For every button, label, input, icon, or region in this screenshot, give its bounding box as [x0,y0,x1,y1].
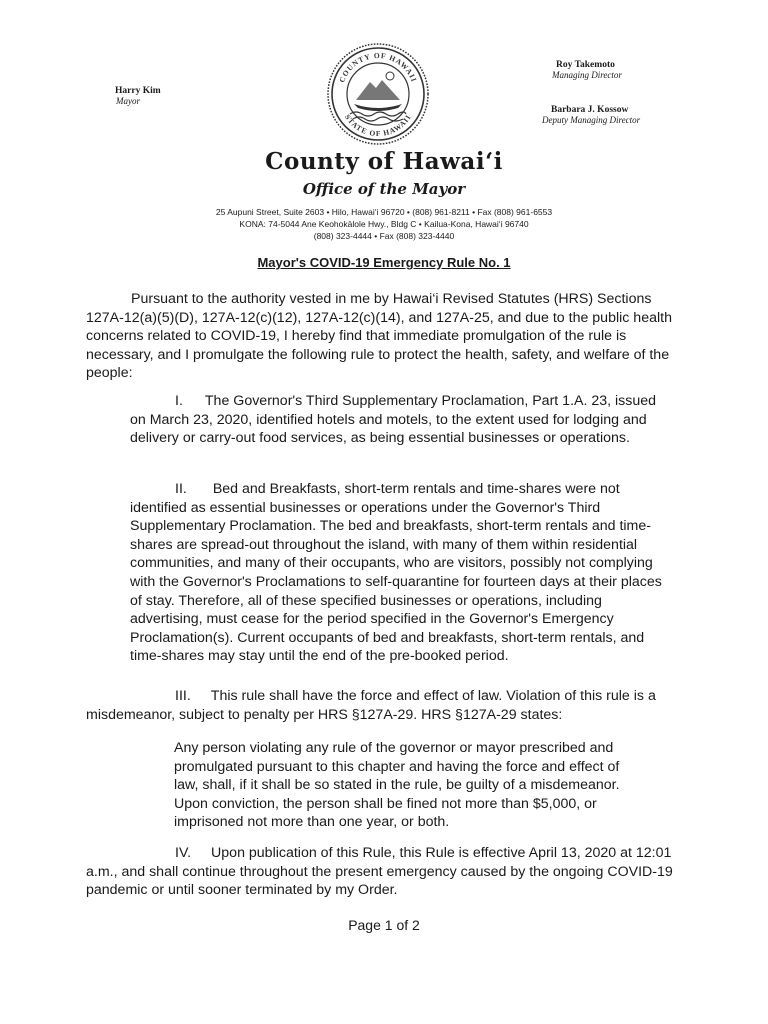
county-seal [326,42,430,146]
section-text: Bed and Breakfasts, short-term rentals and time-shares were not identified as essential businesses or operations under the Governor's Third Supplementary Proclamation. The bed and breakfasts, short-term rentals and time-shares are spread-out throughout the island, with many of them within residential communities, and many of their occupants, who are visitors, possibly not complying with the Governor's Proclamations to self-quarantine for fourteen days at their places of stay. Therefore, all of these specified businesses or operations, including advertising, must cease for the period specified in the Governor's Emergency Proclamation(s). Current occupants of bed and breakfasts, short-term rentals, and time-shares may stay until the end of the pre-booked period. [130,481,662,665]
managing-director-title: Managing Director [552,70,622,80]
section-iii [86,687,678,724]
managing-director-block [552,60,622,80]
section-i [130,392,670,448]
hilo-address: 25 Aupuni Street, Suite 2603 • Hilo, Hawai‘i 96720 • (808) 961-8211 • Fax (808) 961-6553 [215,207,553,217]
section-text: Upon publication of this Rule, this Rule is effective April 13, 2020 at 12:01 a.m., and shall continue throughout the present emergency caused by the ongoing COVID-19 pandemic or until sooner terminated by my Order. [86,845,673,899]
section-iv [86,844,678,900]
section-number: IV. [175,845,192,861]
svg-text:COUNTY OF HAWAII: COUNTY OF HAWAII [337,50,419,84]
section-number: I. [175,393,183,409]
svg-text:STATE OF HAWAII: STATE OF HAWAII [343,112,413,139]
kona-address: KONA: 74-5044 Ane Keohokālole Hwy., Bldg C • Kailua-Kona, Hawai‘i 96740 [239,219,529,229]
deputy-director-block [542,105,640,125]
mayor-block [115,86,161,106]
mayor-name: Harry Kim [115,86,161,96]
document-title: Mayor's COVID-19 Emergency Rule No. 1 [257,255,511,270]
intro-paragraph: Pursuant to the authority vested in me by Hawai‘i Revised Statutes (HRS) Sections 127A-12(a)(5)(D), 127A-12(c)(12), 127A-12(c)(14), and 127A-25, and due to the public health concerns related to COVID-19, I hereby find that immediate promulgation of the rule is necessary, and I promulgate the following rule to protect the health, safety, and welfare of the people: [86,291,672,382]
deputy-director-name: Barbara J. Kossow [551,105,629,115]
section-ii [130,480,670,666]
section-number: III. [175,688,191,704]
county-name: County of Hawai‘i [265,148,503,175]
section-text: This rule shall have the force and effect of law. Violation of this rule is a misdemeanor, subject to penalty per HRS §127A-29. HRS §127A-29 states: [86,688,656,723]
section-text: The Governor's Third Supplementary Proclamation, Part 1.A. 23, issued on March 23, 2020, identified hotels and motels, to the extent used for lodging and delivery or carry-out food services, as being essential businesses or operations. [130,393,657,447]
managing-director-name: Roy Takemoto [556,60,615,70]
county-seal-icon [326,42,430,146]
mayor-title: Mayor [116,96,140,106]
section-number: II. [175,481,187,497]
statute-quote: Any person violating any rule of the governor or mayor prescribed and promulgated pursuant to this chapter and having the force and effect of law, shall, if it shall be so stated in the rule, be guilty of a misdemeanor. Upon conviction, the person shall be fined not more than $5,000, or imprisoned not more than one year, or both. [174,740,620,831]
office-name: Office of the Mayor [302,180,466,198]
kona-phone: (808) 323-4444 • Fax (808) 323-4440 [313,231,455,241]
deputy-director-title: Deputy Managing Director [542,115,641,125]
page-number: Page 1 of 2 [348,917,420,933]
